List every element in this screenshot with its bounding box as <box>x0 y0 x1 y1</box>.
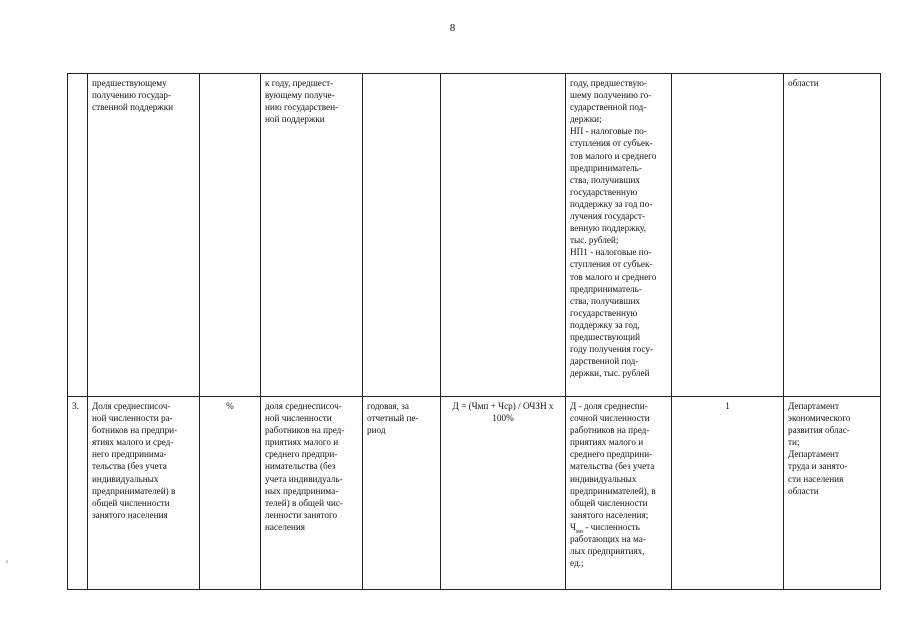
cell-definition: доля среднесписоч- ной численности работников на пред- приятиях малого и среднего предпри- нимательства (без учета индивидуаль- ных предпринима- телей) в общей чис- ленности занятого населения <box>261 397 363 590</box>
cell-responsible: области <box>784 74 881 397</box>
cell-value <box>672 74 784 397</box>
scan-margin-mark: ≈ <box>3 560 9 564</box>
cell-periodicity <box>363 74 441 397</box>
cell-number: 3. <box>68 397 88 590</box>
cell-number <box>68 74 88 397</box>
cell-responsible: Департамент экономического развития облас- ти; Департамент труда и занято- сти населения области <box>784 397 881 590</box>
page-number: 8 <box>449 22 456 34</box>
explanation-text: Д - доля среднеспи- сочной численности работников на пред- приятиях малого и среднего предприни- мательства (без учета индивидуальных предпринимателей), в общей численности занятого населения; <box>570 401 656 520</box>
cell-formula <box>441 74 566 397</box>
cell-indicator-name: Доля среднесписоч- ной численности ра- ботников на предпри- ятиях малого и сред- него предпринима- тельства (без учета индивидуальных предпринимателей) в общей численности занятого населения <box>88 397 200 590</box>
explanation-symbol: Ч <box>570 521 576 532</box>
table-row <box>68 74 881 397</box>
cell-definition: к году, предшест- вующему получе- нию государствен- ной поддержки <box>261 74 363 397</box>
cell-explanation: году, предшествую- шему получению го- сударственной под- держки; НП - налоговые по- ступления от субъек- тов малого и среднего предприниматель- ства, получивших государственную поддержку за год по- лучения государст- венную поддержку, тыс. рублей; НП1 - налоговые по- ступления от субъек- тов малого и среднего предприниматель- ства, получивших государственную поддержку за год, предшествующий году получения госу- дарственной под- держки, тыс. рублей <box>566 74 672 397</box>
explanation-subscript: мп <box>575 528 583 535</box>
cell-explanation <box>566 397 672 590</box>
cell-unit <box>200 74 261 397</box>
cell-periodicity: годовая, за отчетный пе- риод <box>363 397 441 590</box>
cell-indicator-name: предшествующему получению государ- ственной поддержки <box>88 74 200 397</box>
cell-formula: Д = (Чмп + Чср) / ОЧЗН х 100% <box>441 397 566 590</box>
cell-value: 1 <box>672 397 784 590</box>
explanation-text-rest: - численность работающих на ма- лых предприятиях, ед.; <box>570 521 646 569</box>
table-row <box>68 397 881 590</box>
cell-unit: % <box>200 397 261 590</box>
indicators-table <box>67 73 881 590</box>
